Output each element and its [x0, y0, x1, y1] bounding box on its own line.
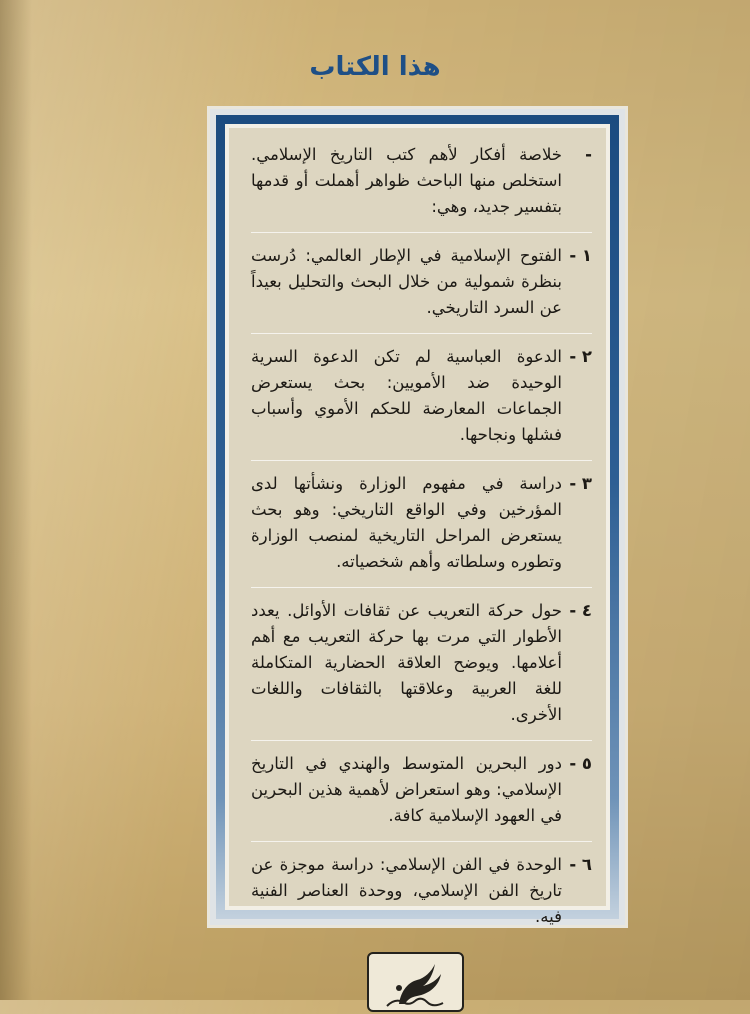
item-text: الوحدة في الفن الإسلامي: دراسة موجزة عن تاريخ الفن الإسلامي، ووحدة العناصر الفنية فيه.: [251, 855, 562, 926]
description-panel: [229, 128, 606, 926]
list-item: [251, 852, 592, 930]
list-item: [251, 344, 592, 448]
item-text: دور البحرين المتوسط والهندي في التاريخ الإسلامي: وهو استعراض لأهمية هذين البحرين في العهود الإسلامية كافة.: [251, 754, 562, 825]
divider: [251, 841, 592, 842]
item-number: ٤ -: [569, 601, 592, 620]
item-text: الفتوح الإسلامية في الإطار العالمي: دُرست بنظرة شمولية من خلال البحث والتحليل بعيداً عن السرد التاريخي.: [251, 246, 562, 317]
cover-title: هذا الكتاب: [309, 52, 441, 82]
divider: [251, 460, 592, 461]
divider: [251, 740, 592, 741]
intro-item: [251, 142, 592, 220]
item-number: ١ -: [569, 246, 592, 265]
item-number: ٥ -: [569, 754, 592, 773]
list-item: [251, 751, 592, 829]
description-frame: [207, 106, 628, 928]
item-number: ٦ -: [569, 855, 592, 874]
item-number: ٣ -: [569, 474, 592, 493]
list-item: [251, 243, 592, 321]
divider: [251, 587, 592, 588]
publisher-logo-icon: [369, 954, 462, 1010]
list-item: [251, 471, 592, 575]
intro-marker: -: [585, 145, 592, 164]
list-item: [251, 598, 592, 728]
intro-text: خلاصة أفكار لأهم كتب التاريخ الإسلامي. استخلص منها الباحث ظواهر أهملت أو قدمها بتفسير جديد، وهي:: [251, 145, 562, 216]
divider: [251, 232, 592, 233]
item-text: دراسة في مفهوم الوزارة ونشأتها لدى المؤرخين وفي الواقع التاريخي: وهو بحث يستعرض المراحل التاريخية لمنصب الوزارة وتطوره وسلطاته وأهم شخصياته.: [251, 474, 562, 571]
item-text: الدعوة العباسية لم تكن الدعوة السرية الوحيدة ضد الأمويين: بحث يستعرض الجماعات المعارضة للحكم الأموي وأسباب فشلها ونجاحها.: [251, 347, 562, 444]
divider: [251, 333, 592, 334]
spine-shadow: [0, 0, 32, 1000]
item-number: ٢ -: [569, 347, 592, 366]
publisher-logo: [367, 952, 464, 1012]
item-text: حول حركة التعريب عن ثقافات الأوائل. يعدد الأطوار التي مرت بها حركة التعريب مع أهم أعلامها. ويوضح العلاقة الحضارية المتكاملة للغة العربية وعلاقتها بالثقافات واللغات الأخرى.: [251, 601, 562, 724]
